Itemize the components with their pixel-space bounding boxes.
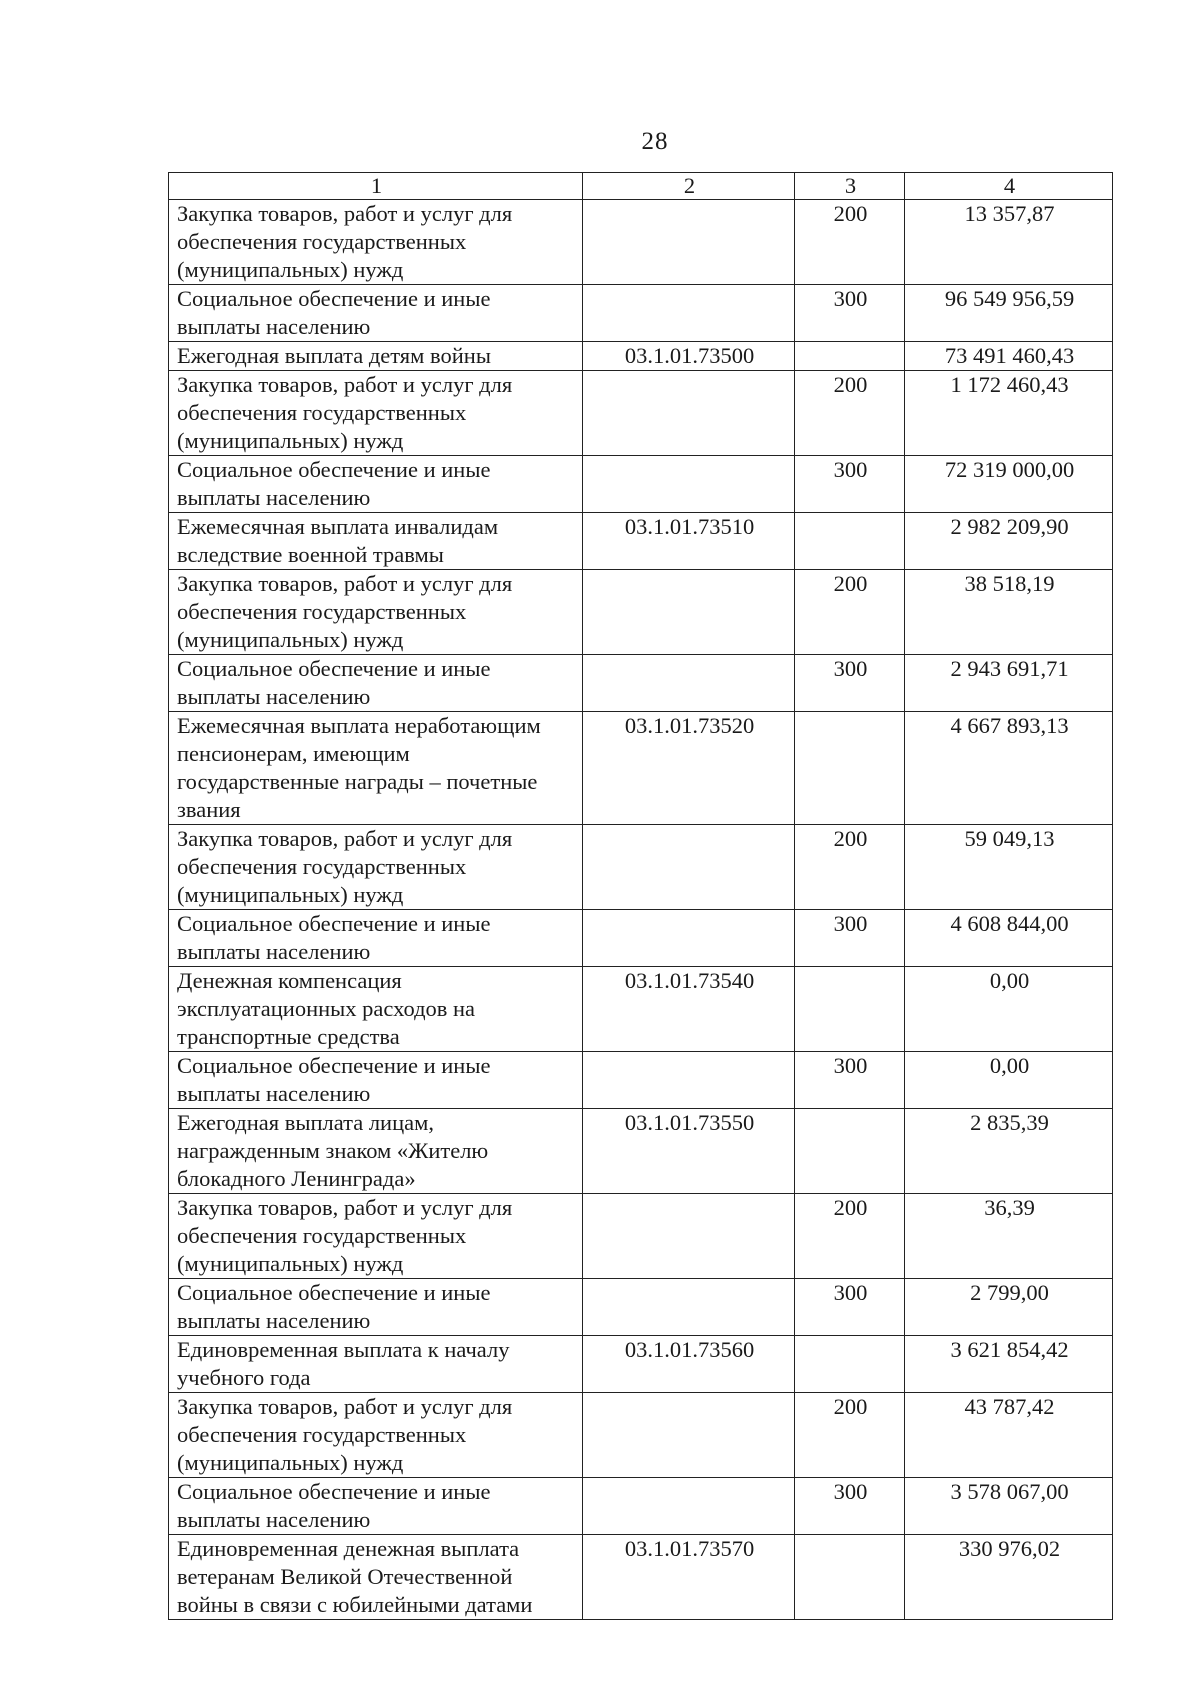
table-row bbox=[169, 200, 1113, 285]
amount-cell: 13 357,87 bbox=[905, 200, 1113, 285]
item-name-cell: Закупка товаров, работ и услуг для обеспечения государственных (муниципальных) нужд bbox=[169, 200, 583, 285]
expense-type-cell: 200 bbox=[795, 1393, 905, 1478]
target-code-cell: 03.1.01.73570 bbox=[583, 1535, 795, 1620]
budget-table bbox=[168, 172, 1113, 1620]
table-row bbox=[169, 1052, 1113, 1109]
target-code-cell: 03.1.01.73500 bbox=[583, 342, 795, 371]
table-row bbox=[169, 1535, 1113, 1620]
table-row bbox=[169, 1279, 1113, 1336]
item-name-cell: Единовременная денежная выплата ветеранам Великой Отечественной войны в связи с юбилейными датами bbox=[169, 1535, 583, 1620]
expense-type-cell: 200 bbox=[795, 825, 905, 910]
amount-cell: 59 049,13 bbox=[905, 825, 1113, 910]
table-row bbox=[169, 371, 1113, 456]
target-code-cell bbox=[583, 200, 795, 285]
amount-cell: 96 549 956,59 bbox=[905, 285, 1113, 342]
target-code-cell bbox=[583, 1052, 795, 1109]
item-name-cell: Единовременная выплата к началу учебного года bbox=[169, 1336, 583, 1393]
expense-type-cell: 200 bbox=[795, 570, 905, 655]
expense-type-cell: 300 bbox=[795, 285, 905, 342]
target-code-cell bbox=[583, 1279, 795, 1336]
expense-type-cell: 200 bbox=[795, 1194, 905, 1279]
target-code-cell bbox=[583, 570, 795, 655]
header-cell-3: 3 bbox=[795, 173, 905, 200]
table-row bbox=[169, 342, 1113, 371]
table-row bbox=[169, 513, 1113, 570]
table-header-row bbox=[169, 173, 1113, 200]
target-code-cell bbox=[583, 371, 795, 456]
item-name-cell: Ежемесячная выплата инвалидам вследствие военной травмы bbox=[169, 513, 583, 570]
amount-cell: 330 976,02 bbox=[905, 1535, 1113, 1620]
expense-type-cell: 300 bbox=[795, 910, 905, 967]
amount-cell: 0,00 bbox=[905, 967, 1113, 1052]
amount-cell: 0,00 bbox=[905, 1052, 1113, 1109]
item-name-cell: Закупка товаров, работ и услуг для обеспечения государственных (муниципальных) нужд bbox=[169, 570, 583, 655]
item-name-cell: Социальное обеспечение и иные выплаты населению bbox=[169, 285, 583, 342]
item-name-cell: Закупка товаров, работ и услуг для обеспечения государственных (муниципальных) нужд bbox=[169, 371, 583, 456]
table-row bbox=[169, 285, 1113, 342]
amount-cell: 36,39 bbox=[905, 1194, 1113, 1279]
item-name-cell: Социальное обеспечение и иные выплаты населению bbox=[169, 910, 583, 967]
expense-type-cell bbox=[795, 1336, 905, 1393]
table-row bbox=[169, 570, 1113, 655]
target-code-cell bbox=[583, 655, 795, 712]
amount-cell: 1 172 460,43 bbox=[905, 371, 1113, 456]
item-name-cell: Ежемесячная выплата неработающим пенсионерам, имеющим государственные награды – почетные звания bbox=[169, 712, 583, 825]
item-name-cell: Денежная компенсация эксплуатационных расходов на транспортные средства bbox=[169, 967, 583, 1052]
target-code-cell: 03.1.01.73540 bbox=[583, 967, 795, 1052]
table-row bbox=[169, 1336, 1113, 1393]
item-name-cell: Социальное обеспечение и иные выплаты населению bbox=[169, 1478, 583, 1535]
amount-cell: 43 787,42 bbox=[905, 1393, 1113, 1478]
amount-cell: 2 943 691,71 bbox=[905, 655, 1113, 712]
table-row bbox=[169, 1194, 1113, 1279]
table-row bbox=[169, 456, 1113, 513]
expense-type-cell bbox=[795, 712, 905, 825]
target-code-cell bbox=[583, 1393, 795, 1478]
expense-type-cell: 300 bbox=[795, 1279, 905, 1336]
item-name-cell: Закупка товаров, работ и услуг для обеспечения государственных (муниципальных) нужд bbox=[169, 825, 583, 910]
item-name-cell: Социальное обеспечение и иные выплаты населению bbox=[169, 456, 583, 513]
table-row bbox=[169, 967, 1113, 1052]
expense-type-cell: 300 bbox=[795, 456, 905, 513]
amount-cell: 73 491 460,43 bbox=[905, 342, 1113, 371]
amount-cell: 4 667 893,13 bbox=[905, 712, 1113, 825]
target-code-cell bbox=[583, 825, 795, 910]
target-code-cell: 03.1.01.73510 bbox=[583, 513, 795, 570]
expense-type-cell: 300 bbox=[795, 655, 905, 712]
expense-type-cell bbox=[795, 1535, 905, 1620]
amount-cell: 38 518,19 bbox=[905, 570, 1113, 655]
item-name-cell: Социальное обеспечение и иные выплаты населению bbox=[169, 1279, 583, 1336]
item-name-cell: Социальное обеспечение и иные выплаты населению bbox=[169, 1052, 583, 1109]
amount-cell: 72 319 000,00 bbox=[905, 456, 1113, 513]
amount-cell: 2 835,39 bbox=[905, 1109, 1113, 1194]
table-row bbox=[169, 825, 1113, 910]
amount-cell: 2 799,00 bbox=[905, 1279, 1113, 1336]
item-name-cell: Ежегодная выплата лицам, награжденным знаком «Жителю блокадного Ленинграда» bbox=[169, 1109, 583, 1194]
table-row bbox=[169, 1109, 1113, 1194]
table-row bbox=[169, 1393, 1113, 1478]
header-cell-4: 4 bbox=[905, 173, 1113, 200]
expense-type-cell bbox=[795, 342, 905, 371]
table-body bbox=[169, 173, 1113, 1620]
amount-cell: 3 578 067,00 bbox=[905, 1478, 1113, 1535]
page-number: 28 bbox=[641, 128, 669, 155]
target-code-cell bbox=[583, 1478, 795, 1535]
expense-type-cell bbox=[795, 967, 905, 1052]
target-code-cell: 03.1.01.73560 bbox=[583, 1336, 795, 1393]
amount-cell: 3 621 854,42 bbox=[905, 1336, 1113, 1393]
header-cell-2: 2 bbox=[583, 173, 795, 200]
table-row bbox=[169, 910, 1113, 967]
expense-type-cell: 200 bbox=[795, 200, 905, 285]
item-name-cell: Закупка товаров, работ и услуг для обеспечения государственных (муниципальных) нужд bbox=[169, 1194, 583, 1279]
item-name-cell: Социальное обеспечение и иные выплаты населению bbox=[169, 655, 583, 712]
target-code-cell: 03.1.01.73550 bbox=[583, 1109, 795, 1194]
table-row bbox=[169, 655, 1113, 712]
table-row bbox=[169, 712, 1113, 825]
target-code-cell bbox=[583, 910, 795, 967]
target-code-cell bbox=[583, 456, 795, 513]
expense-type-cell: 300 bbox=[795, 1478, 905, 1535]
target-code-cell bbox=[583, 285, 795, 342]
expense-type-cell bbox=[795, 1109, 905, 1194]
amount-cell: 2 982 209,90 bbox=[905, 513, 1113, 570]
expense-type-cell: 200 bbox=[795, 371, 905, 456]
expense-type-cell: 300 bbox=[795, 1052, 905, 1109]
expense-type-cell bbox=[795, 513, 905, 570]
target-code-cell: 03.1.01.73520 bbox=[583, 712, 795, 825]
header-cell-1: 1 bbox=[169, 173, 583, 200]
item-name-cell: Закупка товаров, работ и услуг для обеспечения государственных (муниципальных) нужд bbox=[169, 1393, 583, 1478]
table-row bbox=[169, 1478, 1113, 1535]
item-name-cell: Ежегодная выплата детям войны bbox=[169, 342, 583, 371]
amount-cell: 4 608 844,00 bbox=[905, 910, 1113, 967]
target-code-cell bbox=[583, 1194, 795, 1279]
